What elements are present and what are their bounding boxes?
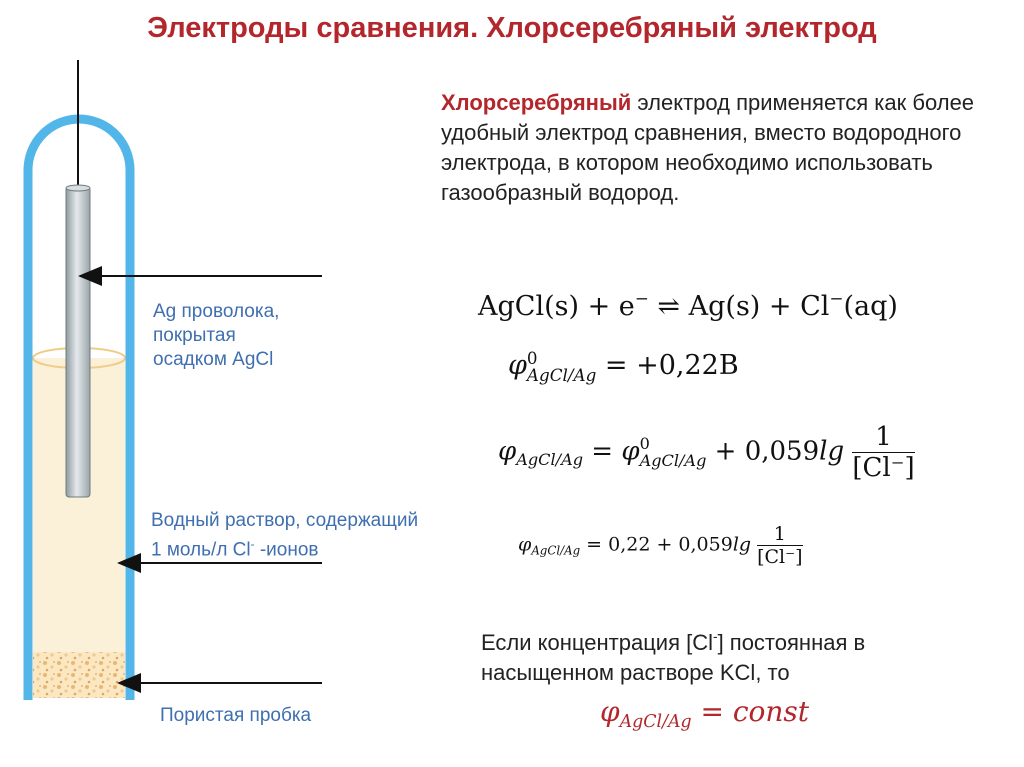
charge-sup: -: [713, 629, 718, 644]
charge-sup: -: [250, 538, 255, 551]
intro-highlight: Хлорсеребряный: [441, 90, 632, 115]
reaction-equation: [478, 288, 898, 322]
sup-sub: [527, 350, 596, 383]
rod-top: [66, 185, 90, 191]
wire-label-line: осадком AgCl: [153, 349, 274, 370]
subscript: AgCl/Ag: [516, 450, 584, 470]
std-value: = +0,22B: [604, 350, 739, 382]
nernst-coefficient: + 0,059: [706, 436, 820, 467]
solution-label-line2: [151, 533, 418, 563]
conclusion-line2: насыщенном растворе KCl, то: [481, 659, 790, 685]
numerator: 1: [852, 422, 914, 453]
fraction: [757, 523, 802, 568]
wire-label: [153, 300, 279, 372]
conclusion-line1-end: ] постоянная в: [717, 629, 866, 655]
conclusion-line1: [481, 622, 865, 658]
sup-sub: [640, 436, 707, 468]
lg-operator: lg: [732, 533, 752, 556]
phi-symbol: φ: [621, 436, 640, 467]
zero-sup: 0: [639, 434, 650, 454]
phi-symbol: φ: [518, 533, 532, 556]
plug-label: Пористая пробка: [160, 705, 312, 726]
numerator: 1: [757, 523, 802, 546]
slide-title: Электроды сравнения. Хлорсеребряный электрод: [147, 12, 877, 44]
reaction-right-state: (aq): [843, 290, 898, 322]
solution-label-line1: Водный раствор, содержащий: [151, 510, 419, 531]
subscript: AgCl/Ag: [639, 450, 707, 470]
phi-symbol: φ: [600, 695, 620, 728]
reaction-right: Ag(s) + Cl: [688, 290, 830, 322]
const-formula: [600, 695, 809, 732]
wire-label-line: Ag проволока,: [153, 301, 280, 322]
zero-sup: 0: [526, 348, 538, 368]
intro-text: электрод применяется как более удобный электрод сравнения, вместо водородного электрода, в котором необходимо использовать газообразный водород.: [441, 90, 975, 205]
const-text: = const: [700, 695, 810, 728]
numeric-nernst-formula: [518, 523, 803, 568]
porous-plug: [33, 652, 125, 698]
conclusion-line1-text: Если концентрация [Cl: [481, 629, 714, 655]
phi-symbol: φ: [508, 350, 527, 382]
reaction-left: AgCl(s) + e: [478, 290, 635, 322]
subscript: AgCl/Ag: [526, 364, 597, 385]
subscript: AgCl/Ag: [619, 712, 692, 733]
intro-paragraph: [441, 88, 1011, 208]
equilibrium-arrow: ⇌: [657, 290, 681, 322]
solution-label-text: 1 моль/л Cl: [151, 539, 251, 561]
lg-operator: lg: [819, 436, 845, 467]
ag-wire-rod: [66, 187, 90, 497]
fraction: [852, 422, 914, 483]
wire-label-line: покрытая: [153, 325, 236, 346]
equals: =: [583, 436, 622, 467]
reaction-sup: −: [634, 288, 649, 308]
phi-symbol: φ: [498, 436, 517, 467]
solution-label-suffix: -ионов: [254, 539, 319, 561]
conclusion-text: [481, 622, 865, 688]
nernst-formula: [498, 422, 915, 483]
subscript: AgCl/Ag: [531, 543, 581, 558]
denominator: [Cl⁻]: [852, 453, 915, 483]
denominator: [Cl⁻]: [757, 546, 803, 568]
standard-potential-formula: [508, 350, 739, 383]
reaction-right-sup: −: [829, 288, 844, 308]
solution-label: [151, 509, 418, 563]
numeric-mid: = 0,22 + 0,059: [580, 533, 733, 556]
